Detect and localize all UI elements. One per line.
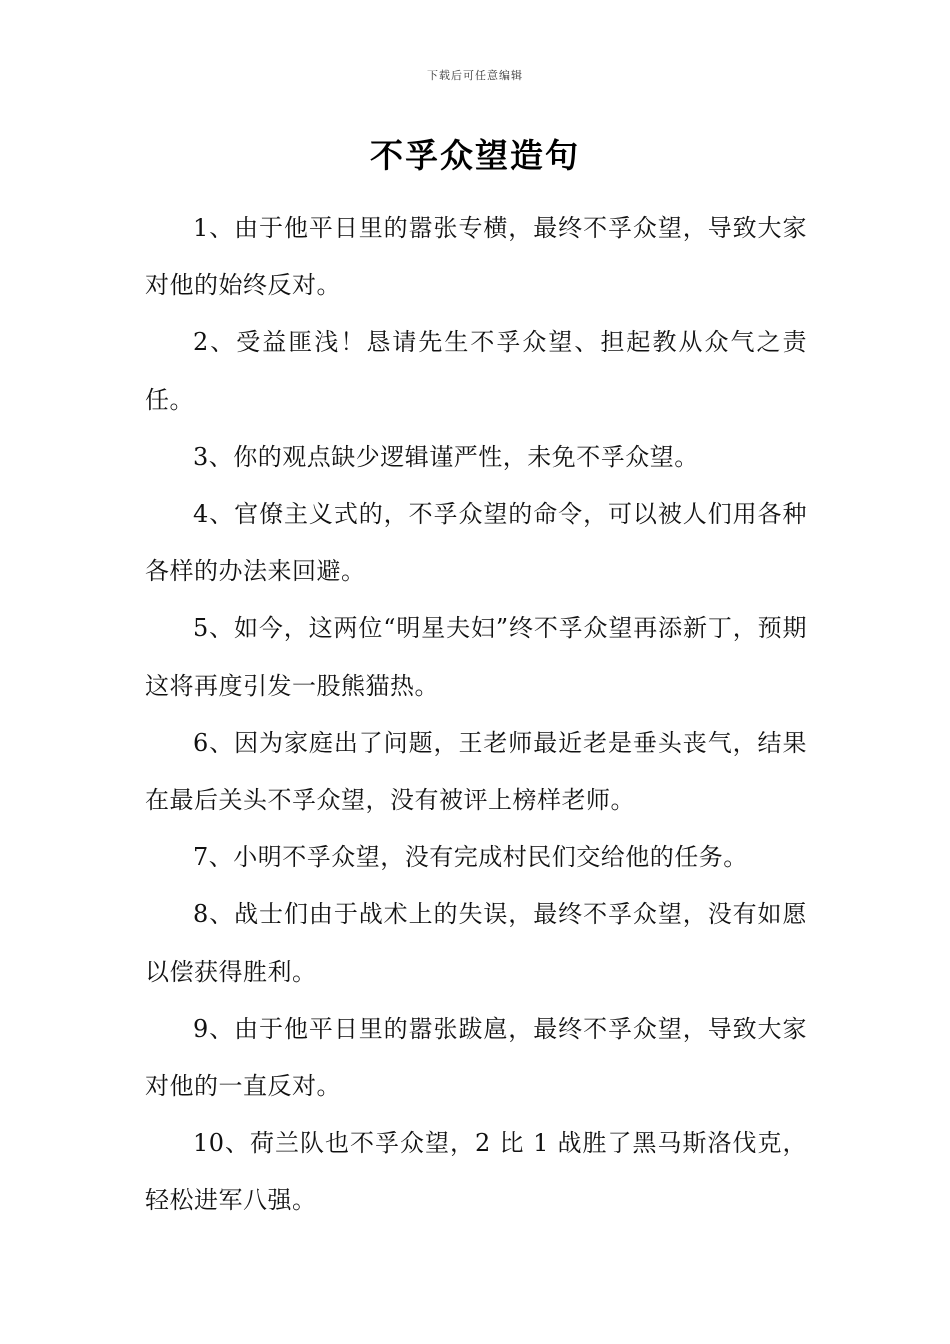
document-body xyxy=(145,200,807,1230)
sentence-paragraph: 3、你的观点缺少逻辑谨严性，未免不孚众望。 xyxy=(193,442,699,471)
sentence-paragraph: 5、如今，这两位“明星夫妇”终不孚众望再添新丁，预期这将再度引发一股熊猫热。 xyxy=(145,614,807,700)
header-note: 下载后可任意编辑 xyxy=(427,69,523,82)
sentence-paragraph: 1、由于他平日里的嚣张专横，最终不孚众望，导致大家对他的始终反对。 xyxy=(145,214,807,300)
sentence-paragraph: 7、小明不孚众望，没有完成村民们交给他的任务。 xyxy=(193,843,748,872)
sentence-paragraph: 2、受益匪浅！恳请先生不孚众望、担起教从众气之责任。 xyxy=(145,328,807,414)
sentence-paragraph: 4、官僚主义式的，不孚众望的命令，可以被人们用各种各样的办法来回避。 xyxy=(145,500,807,586)
sentence-paragraph: 8、战士们由于战术上的失误，最终不孚众望，没有如愿以偿获得胜利。 xyxy=(145,900,807,986)
sentence-paragraph: 9、由于他平日里的嚣张跋扈，最终不孚众望，导致大家对他的一直反对。 xyxy=(145,1014,807,1101)
sentence-paragraph: 6、因为家庭出了问题，王老师最近老是垂头丧气，结果在最后关头不孚众望，没有被评上榜样老师。 xyxy=(145,728,807,815)
sentence-paragraph: 10、荷兰队也不孚众望，2 比 1 战胜了黑马斯洛伐克，轻松进军八强。 xyxy=(145,1129,807,1215)
document-title: 不孚众望造句 xyxy=(370,136,580,175)
